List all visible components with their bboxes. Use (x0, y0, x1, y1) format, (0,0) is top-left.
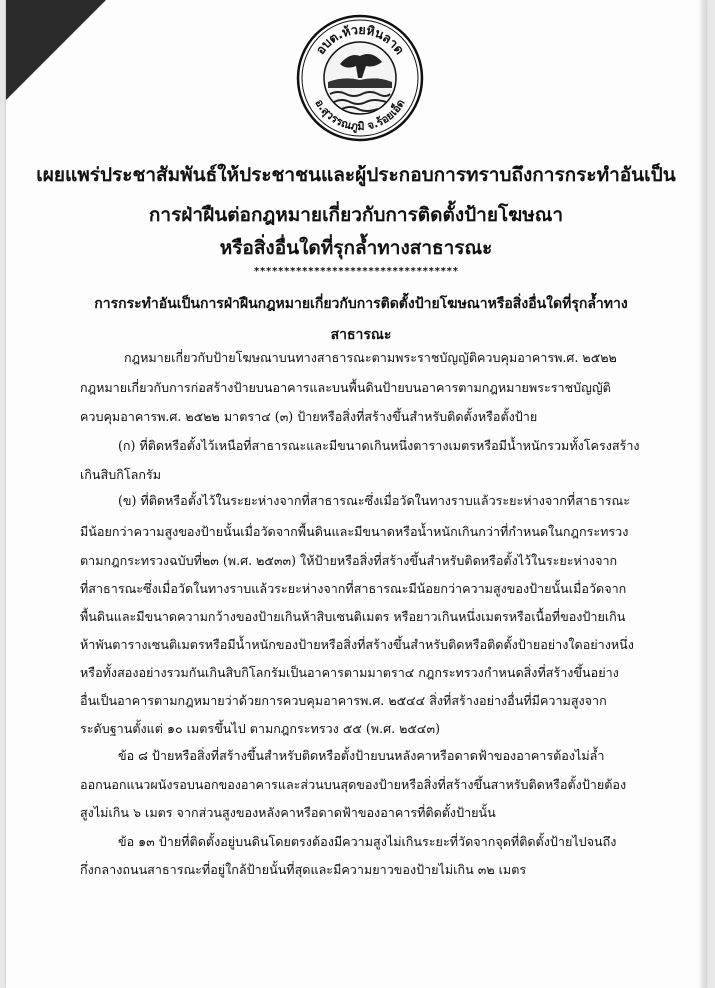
body-line: อื่นเป็นอาคารตามกฎหมายว่าด้วยการควบคุมอาคารพ.ศ. ๒๕๔๔ สิ่งที่สร้างอย่างอื่นที่มีความสูงจาก (80, 693, 607, 708)
body-line: ห้าพันตารางเซนติเมตรหรือมีน้ำหนักของป้ายหรือสิ่งที่สร้างขึ้นสำหรับติดหรือติดตั้งป้ายอย่างใดอย่างหนึ่ง (80, 637, 634, 652)
body-line: หรือทั้งสองอย่างรวมกันเกินสิบกิโลกรัมเป็นอาคารตามมาตรา๔ กฎกระทรวงกำหนดสิ่งที่สร้างขึ้นอย่าง (80, 665, 619, 680)
body-line: เกินสิบกิโลกรัม (80, 467, 162, 482)
body-line: (ข) ที่ติดหรือตั้งไว้ในระยะห่างจากที่สาธารณะซึ่งเมื่อวัดในทางราบแล้วระยะห่างจากที่สาธารณะ (118, 493, 630, 508)
body-line: ระดับฐานตั้งแต่ ๑๐ เมตรขึ้นไป ตามกฎกระทรวง ๕๕ (พ.ศ. ๒๕๔๓) (80, 721, 440, 736)
separator-stars: ********************************** (253, 266, 459, 277)
body-line: สูงไม่เกิน ๖ เมตร จากส่วนสูงของหลังคาหรือดาดฟ้าของอาคารที่ติดตั้งป้ายนั้น (80, 805, 496, 820)
document-page (6, 0, 706, 988)
body-line: กฎหมายเกี่ยวกับการก่อสร้างป้ายบนอาคารและบนพื้นดินป้ายบนอาคารตามกฎหมายพระราชบัญญัติ (80, 380, 611, 395)
body-line: ข้อ ๑๓ ป้ายที่ติดตั้งอยู่บนดินโดยตรงต้องมีความสูงไม่เกินระยะที่วัดจากจุดที่ติดตั้งป้ายไปจนถึง (118, 834, 617, 849)
body-line: กฎหมายเกี่ยวกับป้ายโฆษณาบนทางสาธารณะตามพระราชบัญญัติควบคุมอาคารพ.ศ. ๒๕๒๒ (124, 350, 617, 365)
body-line: ควบคุมอาคารพ.ศ. ๒๕๒๒ มาตรา๔ (๓) ป้ายหรือสิ่งที่สร้างขึ้นสำหรับติดตั้งหรือตั้งป้าย (80, 409, 538, 424)
subtitle-line-1: การกระทำอันเป็นการฝ่าฝืนกฎหมายเกี่ยวกับการติดตั้งป้ายโฆษณาหรือสิ่งอื่นใดที่รุกล้ำทาง (94, 296, 628, 312)
body-line: กึ่งกลางถนนสาธารณะที่อยู่ใกล้ป้ายนั้นที่สุดและมีความยาวของป้ายไม่เกิน ๓๒ เมตร (80, 862, 527, 877)
organization-seal (296, 14, 424, 142)
body-line: (ก) ที่ติดหรือตั้งไว้เหนือที่สาธารณะและมีขนาดเกินหนึ่งตารางเมตรหรือมีน้ำหนักรวมทั้งโครงสร้าง (118, 438, 640, 453)
body-line: ตามกฎกระทรวงฉบับที่๒๓ (พ.ศ. ๒๕๓๓) ให้ป้ายหรือสิ่งที่สร้างขึ้นสำหรับติดหรือตั้งไว้ในระยะห่างจาก (80, 553, 618, 568)
body-line: พื้นดินและมีขนาดความกว้างของป้ายเกินห้าสิบเซนติเมตร หรือยาวเกินหนึ่งเมตรหรือเนื้อที่ของป้ายเกิน (80, 609, 626, 624)
body-line: ที่สาธารณะซึ่งเมื่อวัดในทางราบแล้วระยะห่างจากที่สาธารณะมีน้อยกว่าความสูงของป้ายนั้นเมื่อวัดจาก (80, 581, 627, 596)
title-line-1: เผยแพร่ประชาสัมพันธ์ให้ประชาชนและผู้ประกอบการทราบถึงการกระทำอันเป็น (36, 164, 676, 186)
folded-corner (6, 0, 106, 100)
seal-top-text: อบต.ห้วยหินลาด (312, 21, 408, 58)
seal-bottom-text: อ.สุวรรณภูมิ จ.ร้อยเอ็ด (312, 97, 408, 134)
body-line: ออกนอกแนวผนังรอบนอกของอาคารและส่วนบนสุดของป้ายหรือสิ่งที่สร้างขึ้นสาหรับติดหรือตั้งป้ายต้อง (80, 777, 627, 792)
title-line-2: การฝ่าฝืนต่อกฎหมายเกี่ยวกับการติดตั้งป้ายโฆษณา (148, 204, 564, 226)
subtitle-line-2: สาธารณะ (330, 327, 392, 343)
title-line-3: หรือสิ่งอื่นใดที่รุกล้ำทางสาธารณะ (219, 237, 493, 259)
page-edge-shadow (698, 0, 706, 988)
body-line: ข้อ ๘ ป้ายหรือสิ่งที่สร้างขึ้นสำหรับติดหรือตั้งป้ายบนหลังคาหรือดาดฟ้าของอาคารต้องไม่ล้ำ (118, 748, 605, 763)
body-line: มีน้อยกว่าความสูงของป้ายนั้นเมื่อวัดจากพื้นดินและมีขนาดหรือน้ำหนักเกินกว่าที่กำหนดในกฎกระทรวง (80, 524, 629, 539)
